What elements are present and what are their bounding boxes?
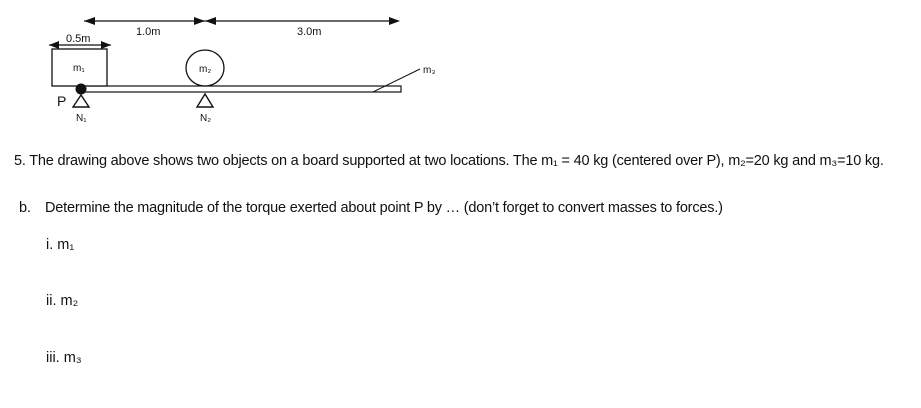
board-diagram [0,0,921,140]
pivot-point-p [76,84,87,95]
dimension-line-top [84,17,400,25]
subpart-iii: iii. m₃ [46,350,82,366]
dimension-label-half-m: 0.5m [66,33,91,45]
support-n2-label: N₂ [200,113,212,124]
mass-m3-label: m₃ [423,65,436,76]
part-b-text: Determine the magnitude of the torque exerted about point P by … (don’t forget to convert masses to forces.) [45,200,723,216]
board [83,86,401,92]
problem-statement: 5. The drawing above shows two objects on a board supported at two locations. The m₁ = 40 kg (centered over P), m₂=20 kg and m₃=10 kg. [14,153,884,169]
pivot-label-p: P [57,93,67,109]
mass-m2-label: m₂ [199,64,212,75]
subpart-i: i. m₁ [46,237,75,253]
support-n1-label: N₁ [76,113,87,124]
part-b-label: b. [19,200,31,216]
dimension-label-3m: 3.0m [297,26,322,38]
support-n2-triangle [197,94,213,107]
support-n1-triangle [73,95,89,107]
subpart-ii: ii. m₂ [46,293,79,309]
dimension-label-1m: 1.0m [136,26,161,38]
mass-m1-label: m₁ [73,63,85,74]
